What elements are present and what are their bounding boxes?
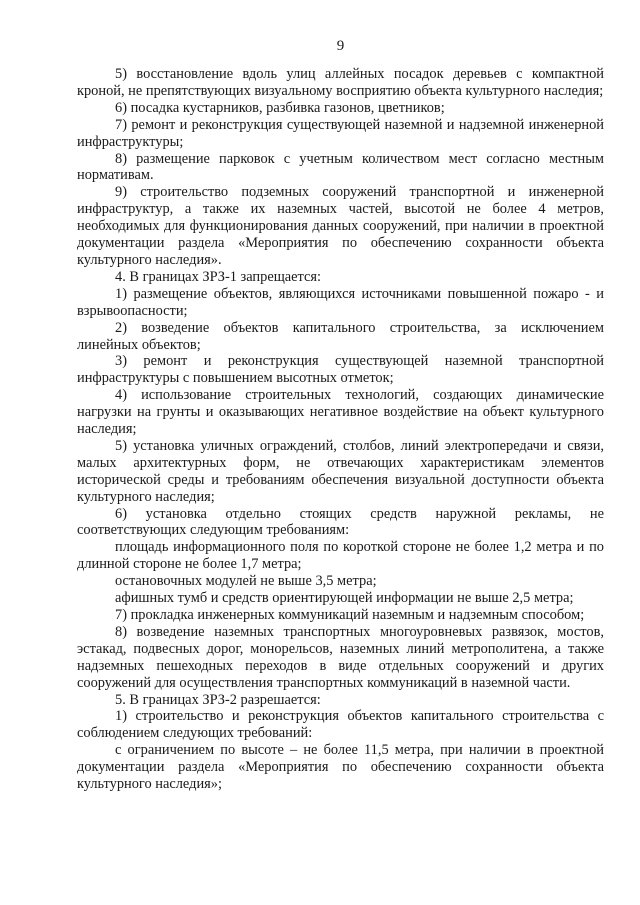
paragraph: площадь информационного поля по короткой стороне не более 1,2 метра и по длинной стороне не более 1,7 метра; — [77, 539, 604, 573]
paragraph: 3) ремонт и реконструкция существующей наземной транспортной инфраструктуры с повышением высотных отметок; — [77, 353, 604, 387]
paragraph: 5) установка уличных ограждений, столбов, линий электропередачи и связи, малых архитектурных форм, не отвечающих характеристикам элементов исторической среды и требованиям обеспечения визуальной доступности объекта культурного наследия; — [77, 437, 604, 505]
paragraph: 1) размещение объектов, являющихся источниками повышенной пожаро - и взрывоопасности; — [77, 285, 604, 319]
paragraph: афишных тумб и средств ориентирующей информации не выше 2,5 метра; — [115, 590, 574, 607]
paragraph: 6) установка отдельно стоящих средств наружной рекламы, не соответствующих следующим требованиям: — [77, 505, 604, 539]
paragraph: 1) строительство и реконструкция объектов капитального строительства с соблюдением следующих требований: — [77, 708, 604, 742]
paragraph: 2) возведение объектов капитального строительства, за исключением линейных объектов; — [77, 319, 604, 353]
paragraph: 4) использование строительных технологий, создающих динамические нагрузки на грунты и оказывающих негативное воздействие на объект культурного наследия; — [77, 387, 604, 438]
document-body — [77, 66, 604, 793]
paragraph: 9) строительство подземных сооружений транспортной и инженерной инфраструктур, а также их наземных частей, высотой не более 4 метров, необходимых для функционирования данных сооружений, при наличии в проектной документации раздела «Мероприятия по обеспечению сохранности объекта культурного наследия». — [77, 184, 604, 268]
paragraph: 7) прокладка инженерных коммуникаций наземным и надземным способом; — [115, 607, 585, 623]
paragraph: с ограничением по высоте – не более 11,5 метра, при наличии в проектной документации раздела «Мероприятия по обеспечению сохранности объекта культурного наследия»; — [77, 742, 604, 793]
paragraph: остановочных модулей не выше 3,5 метра; — [115, 573, 377, 590]
paragraph: 8) возведение наземных транспортных многоуровневых развязок, мостов, эстакад, подвесных дорог, монорельсов, наземных линий метрополитена, а также надземных пешеходных переходов в виде отдельных сооружений и других сооружений для осуществления транспортных коммуникаций в наземной части. — [77, 623, 604, 691]
section-heading: 5. В границах ЗРЗ-2 разрешается: — [115, 691, 321, 708]
paragraph: 5) восстановление вдоль улиц аллейных посадок деревьев с компактной кроной, не препятствующих визуальному восприятию объекта культурного наследия; — [77, 66, 604, 99]
paragraph: 8) размещение парковок с учетным количеством мест согласно местным нормативам. — [77, 150, 604, 184]
paragraph: 7) ремонт и реконструкция существующей наземной и надземной инженерной инфраструктуры; — [77, 116, 604, 150]
paragraph: 6) посадка кустарников, разбивка газонов, цветников; — [115, 99, 445, 116]
section-heading: 4. В границах ЗРЗ-1 запрещается: — [115, 268, 322, 285]
page-number: 9 — [336, 38, 345, 54]
